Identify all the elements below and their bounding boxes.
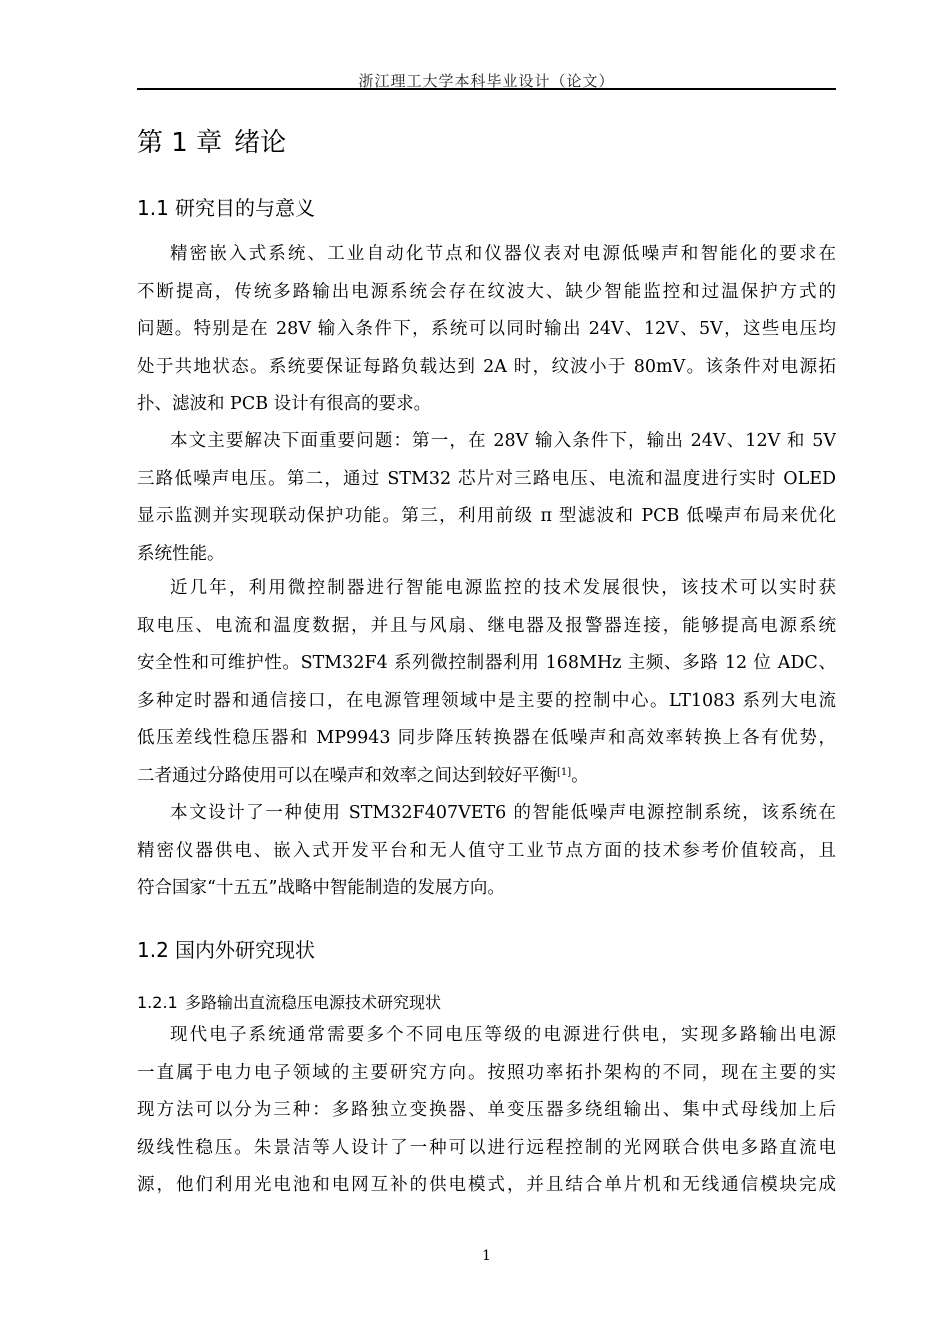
text-line: 本文主要解决下面重要问题：第一，在 28V 输入条件下，输出 24V、12V 和 5V [170,431,836,451]
text-line: 现代电子系统通常需要多个不同电压等级的电源进行供电，实现多路输出电源 [170,1025,836,1045]
text-line: 取电压、电流和温度数据，并且与风扇、继电器及报警器连接，能够提高电源系统 [137,615,836,636]
text-line: 显示监测并实现联动保护功能。第三，利用前级 π 型滤波和 PCB 低噪声布局来优化 [137,506,836,526]
section-title: 研究目的与意义 [175,196,315,220]
text-line: 扑、滤波和 PCB 设计有很高的要求。 [137,394,432,414]
subsection-title: 多路输出直流稳压电源技术研究现状 [185,993,442,1012]
text-line: 级线性稳压。朱景洁等人设计了一种可以进行远程控制的光网联合供电多路直流电 [137,1137,836,1158]
text-run: 。 [571,765,589,786]
section-title: 国内外研究现状 [175,938,315,962]
text-line: 安全性和可维护性。STM32F4 系列微控制器利用 168MHz 主频、多路 12 位 ADC、 [137,653,836,673]
paragraph-1-2-1-a [137,1017,836,1205]
text-line: 三路低噪声电压。第二，通过 STM32 芯片对三路电压、电流和温度进行实时 OLED [137,468,836,489]
paragraph-1-1-a [137,236,836,424]
paragraph-1-1-d [137,795,836,908]
section-heading-1-1 [137,192,315,221]
running-header: 浙江理工大学本科毕业设计（论文） [358,72,615,90]
text-line: 处于共地状态。系统要保证每路负载达到 2A 时，纹波小于 80mV。该条件对电源拓 [137,356,836,377]
text-line: 符合国家“十五五”战略中智能制造的发展方向。 [137,878,505,898]
text-line: 近几年，利用微控制器进行智能电源监控的技术发展很快，该技术可以实时获 [170,578,836,598]
text-line: 系统性能。 [137,543,225,564]
subsection-number: 1.2.1 [137,993,178,1012]
text-line: 多种定时器和通信接口，在电源管理领域中是主要的控制中心。LT1083 系列大电流 [137,690,836,711]
text-line: 不断提高，传统多路输出电源系统会存在纹波大、缺少智能监控和过温保护方式的 [137,281,836,302]
text-line: 源，他们利用光电池和电网互补的供电模式，并且结合单片机和无线通信模块完成 [137,1175,836,1195]
text-line-with-citation [137,758,836,796]
paragraph-1-1-b [137,423,836,573]
paragraph-1-1-c [137,570,836,795]
page-number: 1 [482,1248,491,1264]
text-run: 二者通过分路使用可以在噪声和效率之间达到较好平衡 [137,765,557,786]
text-line: 现方法可以分为三种：多路独立变换器、单变压器多绕组输出、集中式母线加上后 [137,1100,836,1120]
section-heading-1-2 [137,934,315,963]
subsection-heading-1-2-1 [137,990,441,1013]
chapter-name: 绪论 [234,128,287,158]
section-number: 1.1 [137,196,169,220]
chapter-number: 第 1 章 [137,128,223,158]
text-line: 低压差线性稳压器和 MP9943 同步降压转换器在低噪声和高效率转换上各有优势， [137,728,836,748]
chapter-title [137,122,286,159]
header-rule [137,88,836,90]
citation-ref: [1] [557,766,572,778]
text-line: 问题。特别是在 28V 输入条件下，系统可以同时输出 24V、12V、5V，这些电压均 [137,319,836,339]
section-number: 1.2 [137,938,169,962]
text-line: 精密嵌入式系统、工业自动化节点和仪器仪表对电源低噪声和智能化的要求在 [170,244,836,264]
text-line: 精密仪器供电、嵌入式开发平台和无人值守工业节点方面的技术参考价值较高，且 [137,840,836,861]
text-line: 本文设计了一种使用 STM32F407VET6 的智能低噪声电源控制系统，该系统在 [170,803,836,823]
text-line: 一直属于电力电子领域的主要研究方向。按照功率拓扑架构的不同，现在主要的实 [137,1062,836,1083]
